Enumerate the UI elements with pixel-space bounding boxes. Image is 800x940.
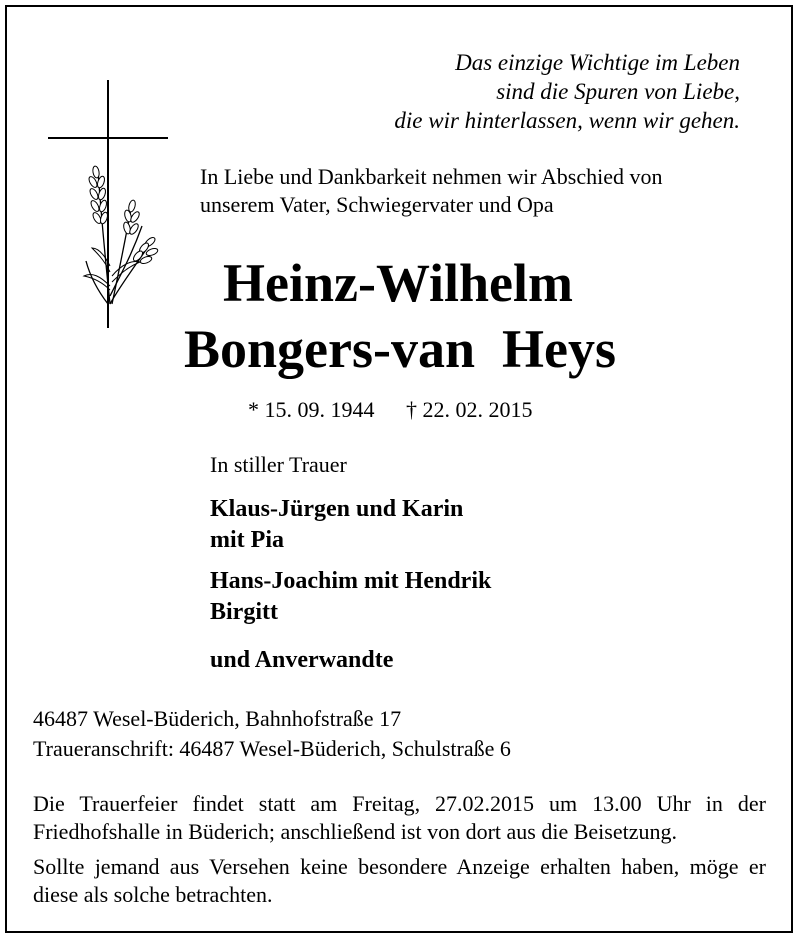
death-date: † 22. 02. 2015 xyxy=(406,397,533,422)
birth-date: * 15. 09. 1944 xyxy=(248,397,375,422)
farewell-intro xyxy=(200,163,662,219)
mourner-line: und Anverwandte xyxy=(210,647,394,673)
deceased-last-name: Bongers-van Heys xyxy=(184,319,616,379)
mourner-family xyxy=(210,566,491,628)
intro-line: unserem Vater, Schwiegervater und Opa xyxy=(200,192,554,217)
memorial-quote xyxy=(394,48,740,135)
home-address: 46487 Wesel-Büderich, Bahnhofstraße 17 xyxy=(33,706,402,731)
mourning-address: Traueranschrift: 46487 Wesel-Büderich, Schulstraße 6 xyxy=(33,736,511,761)
deceased-first-name: Heinz-Wilhelm xyxy=(223,253,573,313)
intro-line: In Liebe und Dankbarkeit nehmen wir Abschied von xyxy=(200,164,663,189)
notice-note: Sollte jemand aus Versehen keine besondere Anzeige erhalten haben, möge er diese als solche betrachten. xyxy=(33,854,766,907)
mourner-line: Birgitt xyxy=(210,599,278,625)
life-dates xyxy=(248,397,533,423)
mourner-family xyxy=(210,645,393,676)
quote-line: Das einzige Wichtige im Leben xyxy=(455,50,740,75)
address-block xyxy=(33,704,511,764)
mourner-family xyxy=(210,494,463,556)
mourner-line: Klaus-Jürgen und Karin xyxy=(210,496,464,522)
mourner-line: mit Pia xyxy=(210,527,284,553)
ceremony-info: Die Trauerfeier findet statt am Freitag, 27.02.2015 um 13.00 Uhr in der Friedhofshalle in Büderich; anschließend ist von dort aus die Beisetzung. xyxy=(33,791,766,844)
quote-line: die wir hinterlassen, wenn wir gehen. xyxy=(394,108,740,133)
mourner-line: Hans-Joachim mit Hendrik xyxy=(210,568,492,594)
mourning-heading: In stiller Trauer xyxy=(210,452,347,477)
quote-line: sind die Spuren von Liebe, xyxy=(496,79,740,104)
